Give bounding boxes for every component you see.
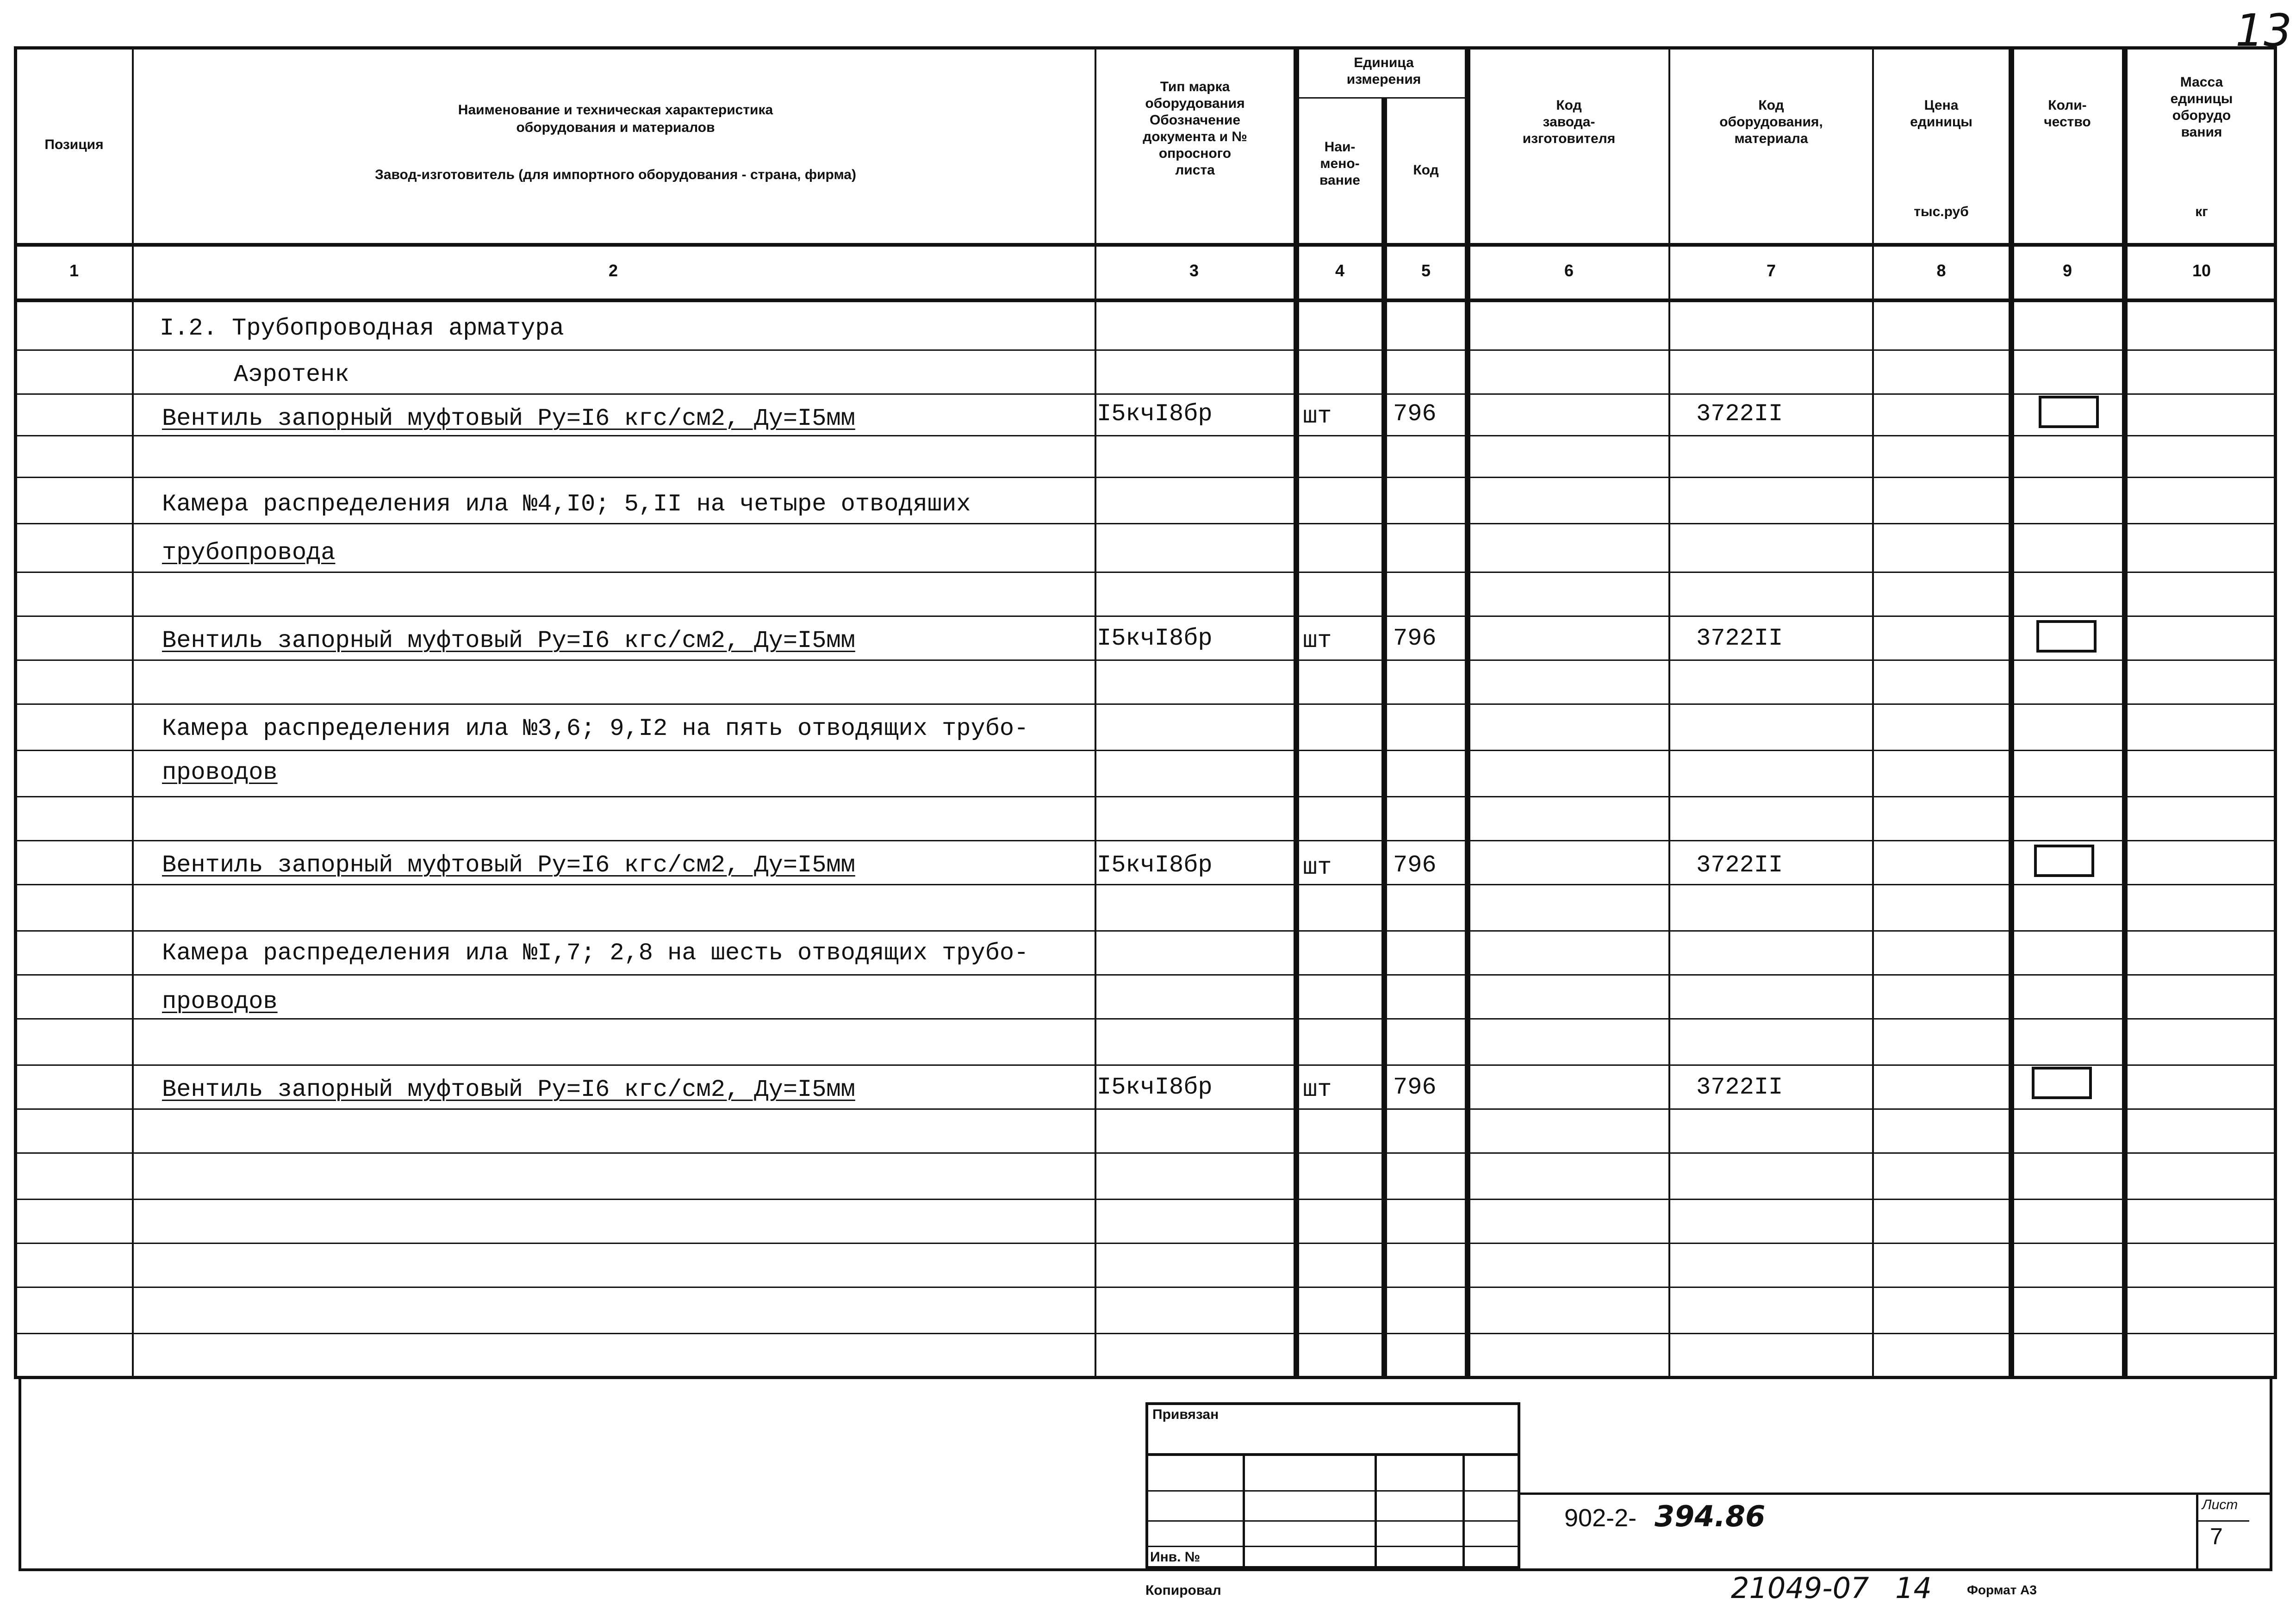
row-line: [14, 616, 2277, 617]
colnum-5: 5: [1421, 261, 1431, 280]
header-line: Коли-: [2048, 98, 2087, 113]
header-unit-name: [1298, 139, 1381, 189]
row-line: [14, 1108, 2277, 1110]
colnum-10: 10: [2192, 261, 2211, 280]
header-line: опросного: [1158, 146, 1232, 161]
colnum-7: 7: [1766, 261, 1776, 280]
header-manufacturer-code: [1472, 97, 1666, 147]
row-line: [14, 930, 2277, 932]
header-line: Наи-: [1324, 139, 1356, 155]
unit-group-divider: [1294, 97, 1469, 99]
item-material-code: 3722II: [1696, 400, 1783, 428]
header-line: документа и №: [1143, 129, 1247, 144]
group-title-line2: трубопровода: [162, 539, 336, 566]
header-price-unit: тыс.руб: [1914, 204, 1969, 219]
archive-sheet: 14: [1895, 1571, 1932, 1605]
header-type-mark: [1098, 79, 1292, 179]
subsection-title: Аэротенк: [234, 361, 349, 388]
group-title-line2: проводов: [162, 988, 278, 1015]
row-line: [14, 572, 2277, 573]
header-mass-unit: кг: [2195, 204, 2208, 219]
inventory-number-label: Инв. №: [1150, 1549, 1201, 1565]
quantity-box: [2039, 396, 2099, 428]
row-line: [14, 1287, 2277, 1288]
header-name-line2: оборудования и материалов: [516, 120, 715, 135]
row-line: [14, 884, 2277, 885]
header-unit-code: Код: [1413, 162, 1439, 178]
row-line: [14, 750, 2277, 751]
row-line: [14, 703, 2277, 705]
row-line: [14, 1243, 2277, 1244]
row-line: [14, 349, 2277, 351]
item-type: I5кчI8бр: [1097, 1074, 1213, 1101]
item-type: I5кчI8бр: [1097, 852, 1213, 879]
header-line: оборудования,: [1719, 114, 1823, 130]
handwritten-page-number: 13: [2235, 5, 2292, 56]
colnum-2: 2: [608, 261, 618, 280]
row-line: [14, 659, 2277, 661]
header-line: оборудования: [1145, 96, 1245, 111]
group-title-line1: Камера распределения ила №3,6; 9,I2 на пять отводящих трубо-: [162, 715, 1029, 742]
item-material-code: 3722II: [1696, 852, 1783, 879]
copied-by-label: Копировал: [1145, 1583, 1221, 1598]
archive-number: 21049-07: [1731, 1571, 1869, 1605]
item-type: I5кчI8бр: [1097, 400, 1213, 428]
item-unit-code: 796: [1393, 400, 1437, 428]
item-unit-code: 796: [1393, 852, 1437, 879]
stamp-vline: [1375, 1453, 1377, 1569]
row-line: [14, 840, 2277, 841]
colnum-3: 3: [1189, 261, 1199, 280]
document-number-handwritten: 394.86: [1655, 1499, 1766, 1533]
header-line: Код: [1758, 98, 1784, 113]
col-divider: [1381, 97, 1387, 1379]
header-line: изготовителя: [1522, 131, 1616, 146]
row-line: [14, 523, 2277, 524]
sheet-label: Лист: [2202, 1497, 2238, 1512]
row-line: [14, 477, 2277, 478]
header-line: вания: [2181, 124, 2222, 140]
header-line: чество: [2044, 114, 2091, 130]
header-mass: [2128, 74, 2276, 141]
header-line: единицы: [1910, 114, 1972, 130]
colnum-4: 4: [1335, 261, 1345, 280]
row-line: [14, 1199, 2277, 1200]
row-line: [14, 1064, 2277, 1066]
item-name: Вентиль запорный муфтовый Ру=I6 кгс/см2, Ду=I5мм: [162, 405, 855, 432]
privyazan-label: Привязан: [1152, 1407, 1219, 1422]
header-line: Масса: [2180, 75, 2223, 90]
item-unit: шт: [1303, 403, 1332, 430]
item-unit-code: 796: [1393, 625, 1437, 652]
header-line: мено-: [1320, 156, 1360, 171]
item-material-code: 3722II: [1696, 1074, 1783, 1101]
row-line: [14, 1018, 2277, 1020]
header-line: листа: [1175, 162, 1215, 178]
header-line: Цена: [1924, 98, 1959, 113]
header-price: [1875, 97, 2007, 131]
header-name-line1: Наименование и техническая характеристика: [458, 102, 773, 118]
docnum-top-line: [1520, 1492, 2272, 1495]
item-unit: шт: [1303, 627, 1332, 654]
header-position: Позиция: [44, 137, 104, 152]
header-unit-group: [1298, 55, 1469, 88]
group-title-line1: Камера распределения ила №I,7; 2,8 на шесть отводящих трубо-: [162, 939, 1029, 967]
quantity-box: [2034, 845, 2094, 877]
section-title: I.2. Трубопроводная арматура: [160, 315, 564, 342]
stamp-vline: [1243, 1453, 1245, 1569]
quantity-box: [2036, 620, 2097, 653]
row-line: [14, 393, 2277, 395]
document-number-prefix: 902-2-: [1564, 1504, 1637, 1532]
header-line: Единица: [1354, 55, 1414, 70]
row-line: [14, 1152, 2277, 1154]
row-line: [14, 974, 2277, 976]
colnum-bottom-line: [14, 298, 2277, 302]
header-bottom-line: [14, 243, 2277, 247]
header-line: Код: [1556, 98, 1582, 113]
row-line: [14, 435, 2277, 436]
item-type: I5кчI8бр: [1097, 625, 1213, 652]
stamp-vline: [1462, 1453, 1465, 1569]
item-unit-code: 796: [1393, 1074, 1437, 1101]
colnum-8: 8: [1936, 261, 1946, 280]
colnum-6: 6: [1564, 261, 1574, 280]
header-line: вание: [1319, 173, 1360, 188]
header-line: Обозначение: [1149, 112, 1241, 128]
header-manufacturer: Завод-изготовитель (для импортного оборудования - страна, фирма): [375, 167, 856, 182]
header-line: оборудо: [2172, 108, 2231, 123]
group-title-line2: проводов: [162, 759, 278, 786]
colnum-1: 1: [69, 261, 79, 280]
item-material-code: 3722II: [1696, 625, 1783, 652]
item-name: Вентиль запорный муфтовый Ру=I6 кгс/см2, Ду=I5мм: [162, 627, 855, 654]
header-line: Тип марка: [1160, 79, 1230, 94]
format-label: Формат А3: [1967, 1583, 2037, 1597]
item-name: Вентиль запорный муфтовый Ру=I6 кгс/см2, Ду=I5мм: [162, 1076, 855, 1103]
header-material-code: [1672, 97, 1871, 147]
sheet-box-line: [2196, 1520, 2249, 1522]
header-line: материала: [1734, 131, 1808, 146]
group-title-line1: Камера распределения ила №4,I0; 5,II на четыре отводяших: [162, 491, 971, 518]
item-name: Вентиль запорный муфтовый Ру=I6 кгс/см2, Ду=I5мм: [162, 852, 855, 879]
colnum-9: 9: [2062, 261, 2072, 280]
row-line: [14, 1333, 2277, 1334]
header-line: единицы: [2170, 91, 2233, 106]
item-unit: шт: [1303, 1076, 1332, 1103]
item-unit: шт: [1303, 854, 1332, 881]
header-quantity: [2014, 97, 2121, 131]
quantity-box: [2032, 1067, 2092, 1099]
header-line: измерения: [1346, 72, 1421, 87]
sheet-number: 7: [2210, 1524, 2223, 1549]
row-line: [14, 796, 2277, 797]
header-line: завода-: [1543, 114, 1595, 130]
